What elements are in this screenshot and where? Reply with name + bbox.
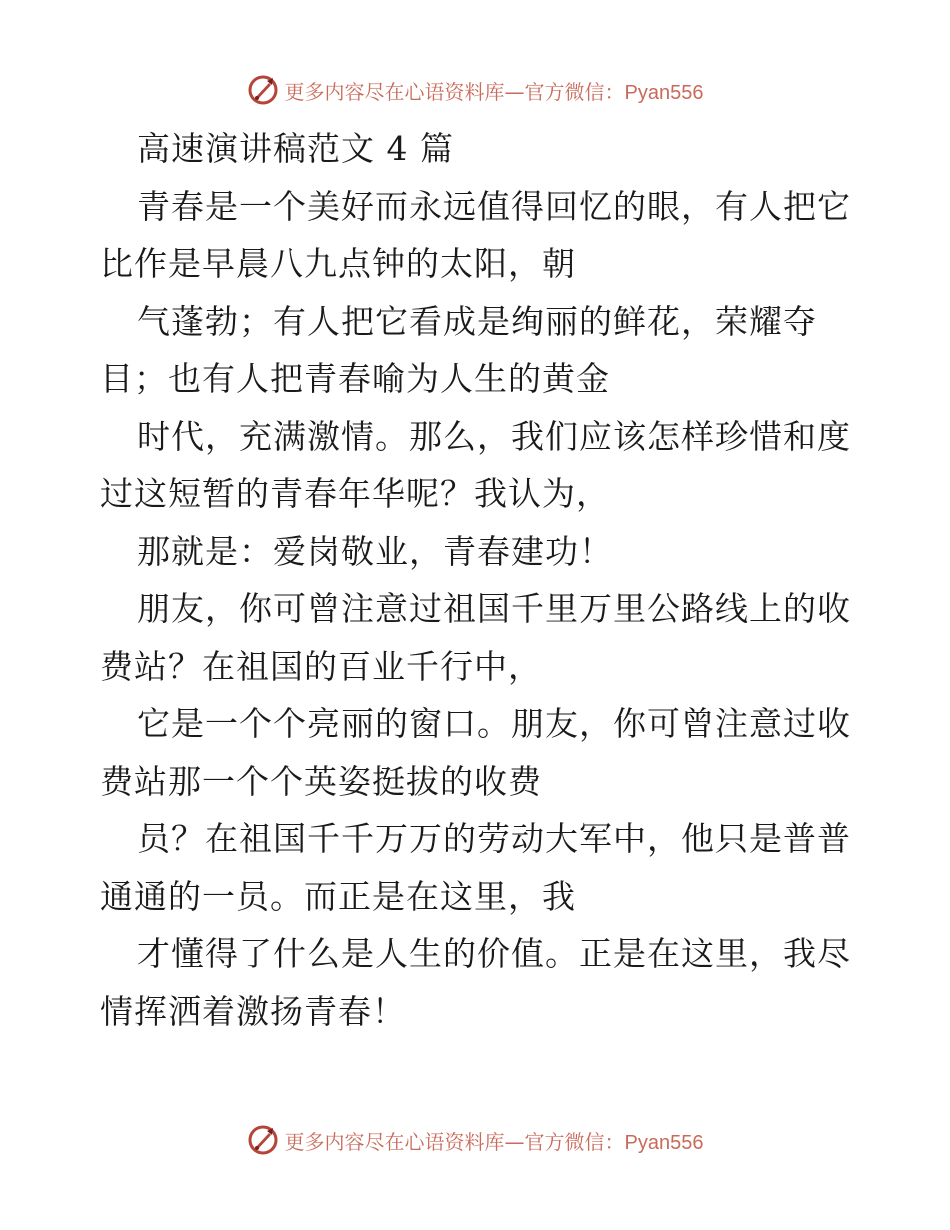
header-banner-text (285, 76, 704, 105)
paragraph-line: 那就是：爱岗敬业，青春建功！ (137, 531, 613, 571)
paragraph-line: 它是一个个亮丽的窗口。朋友，你可曾注意过收 (137, 704, 851, 743)
footer-banner-title: 更多内容尽在心语资料库 (284, 1129, 505, 1154)
footer-banner-text (285, 1126, 704, 1155)
quill-logo-icon (247, 1124, 279, 1156)
footer-banner (0, 1120, 950, 1160)
paragraph-line: 气蓬勃；有人把它看成是绚丽的鲜花，荣耀夺 (137, 301, 817, 341)
paragraph-line: 青春是一个美好而永远值得回忆的眼，有人把它 (137, 186, 851, 226)
document-title: 高速演讲稿范文 4 篇 (137, 129, 454, 168)
footer-banner-separator: —官方微信： (504, 1129, 625, 1154)
paragraph-line: 通通的一员。而正是在这里，我 (100, 876, 576, 916)
paragraph-line: 才懂得了什么是人生的价值。正是在这里，我尽 (137, 934, 851, 973)
paragraph-line: 朋友，你可曾注意过祖国千里万里公路线上的收 (137, 589, 851, 628)
header-banner (0, 70, 950, 110)
quill-logo-icon (247, 74, 279, 106)
header-banner-separator: —官方微信： (504, 79, 625, 104)
paragraph-line: 过这短暂的青春年华呢？我认为， (100, 474, 610, 513)
paragraph-line: 费站那一个个英姿挺拔的收费 (100, 761, 542, 801)
paragraph-line: 情挥洒着激扬青春！ (100, 991, 406, 1031)
paragraph-line: 费站？在祖国的百业千行中， (100, 646, 542, 686)
header-banner-title: 更多内容尽在心语资料库 (284, 79, 505, 104)
paragraph-line: 时代，充满激情。那么，我们应该怎样珍惜和度 (137, 416, 851, 456)
paragraph-line: 员？在祖国千千万万的劳动大军中，他只是普普 (137, 819, 851, 858)
document-body (100, 120, 860, 1040)
paragraph-line: 比作是早晨八九点钟的太阳，朝 (100, 244, 576, 283)
header-wechat-id: Pyan556 (624, 81, 704, 104)
paragraph-line: 目；也有人把青春喻为人生的黄金 (100, 359, 610, 398)
footer-wechat-id: Pyan556 (624, 1131, 704, 1154)
